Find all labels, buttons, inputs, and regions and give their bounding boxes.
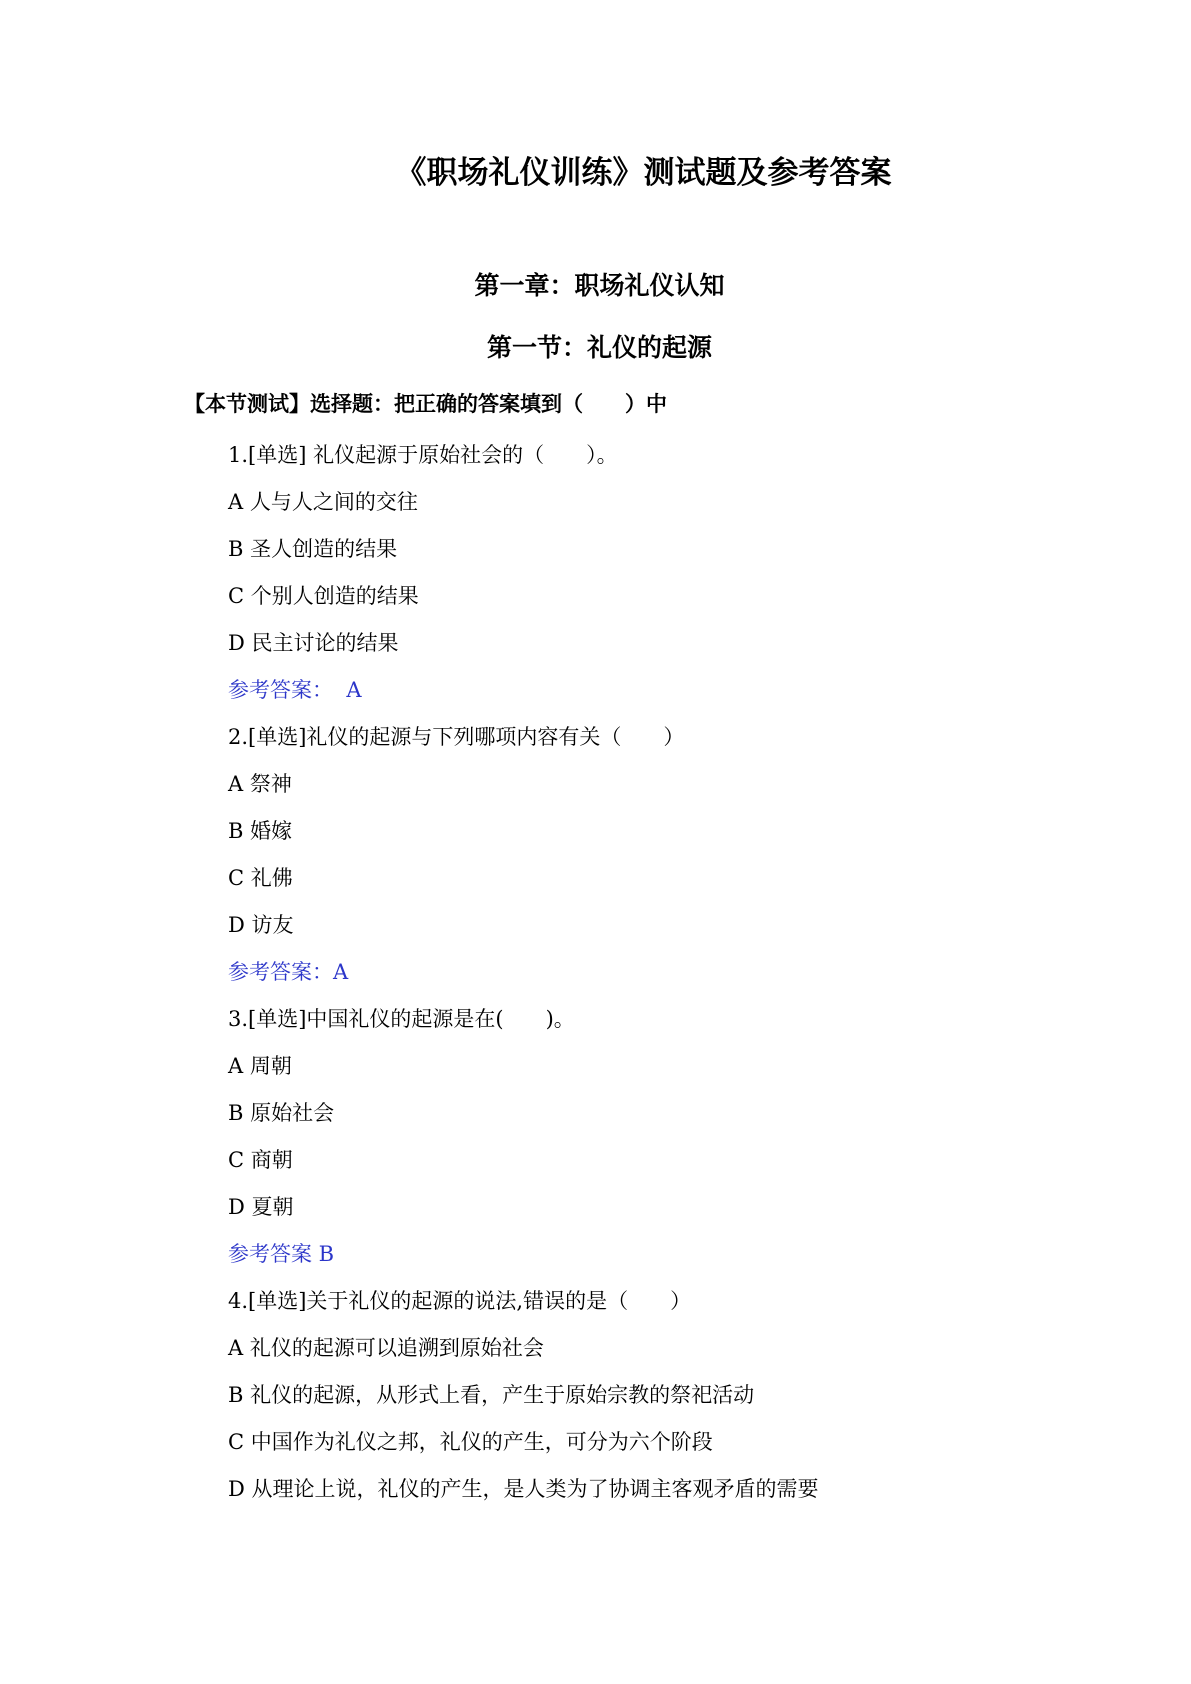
question-4-option-a: A 礼仪的起源可以追溯到原始社会 [228, 1336, 544, 1360]
question-3-option-c: C 商朝 [228, 1148, 293, 1172]
question-1-option-c: C 个别人创造的结果 [228, 584, 419, 608]
question-1-option-b: B 圣人创造的结果 [228, 537, 398, 561]
question-2-option-c: C 礼佛 [228, 866, 293, 890]
question-4: 4.[单选]关于礼仪的起源的说法,错误的是（ ） [228, 1289, 692, 1313]
question-2-answer: 参考答案：A [228, 960, 349, 984]
question-4-option-d: D 从理论上说，礼仪的产生，是人类为了协调主客观矛盾的需要 [228, 1477, 819, 1501]
question-1: 1.[单选] 礼仪起源于原始社会的（ ）。 [228, 443, 618, 467]
question-3: 3.[单选]中国礼仪的起源是在( )。 [228, 1007, 575, 1031]
question-2-option-a: A 祭神 [228, 772, 292, 796]
question-list [228, 432, 819, 1513]
question-1-option-a: A 人与人之间的交往 [228, 490, 418, 514]
question-4-option-b: B 礼仪的起源，从形式上看，产生于原始宗教的祭祀活动 [228, 1383, 755, 1407]
question-1-option-d: D 民主讨论的结果 [228, 631, 399, 655]
question-3-option-d: D 夏朝 [228, 1195, 294, 1219]
question-4-option-c: C 中国作为礼仪之邦，礼仪的产生，可分为六个阶段 [228, 1430, 713, 1454]
test-heading: 【本节测试】选择题：把正确的答案填到（ ）中 [184, 392, 667, 416]
question-3-answer: 参考答案 B [228, 1242, 335, 1266]
chapter-title: 第一章：职场礼仪认知 [474, 271, 725, 300]
section-title: 第一节：礼仪的起源 [486, 333, 712, 362]
question-2: 2.[单选]礼仪的起源与下列哪项内容有关（ ） [228, 725, 685, 749]
document-title: 《职场礼仪训练》测试题及参考答案 [395, 155, 892, 191]
question-3-option-a: A 周朝 [228, 1054, 292, 1078]
question-2-option-d: D 访友 [228, 913, 294, 937]
question-2-option-b: B 婚嫁 [228, 819, 293, 843]
question-1-answer: 参考答案： A [228, 678, 362, 702]
question-3-option-b: B 原始社会 [228, 1101, 335, 1125]
